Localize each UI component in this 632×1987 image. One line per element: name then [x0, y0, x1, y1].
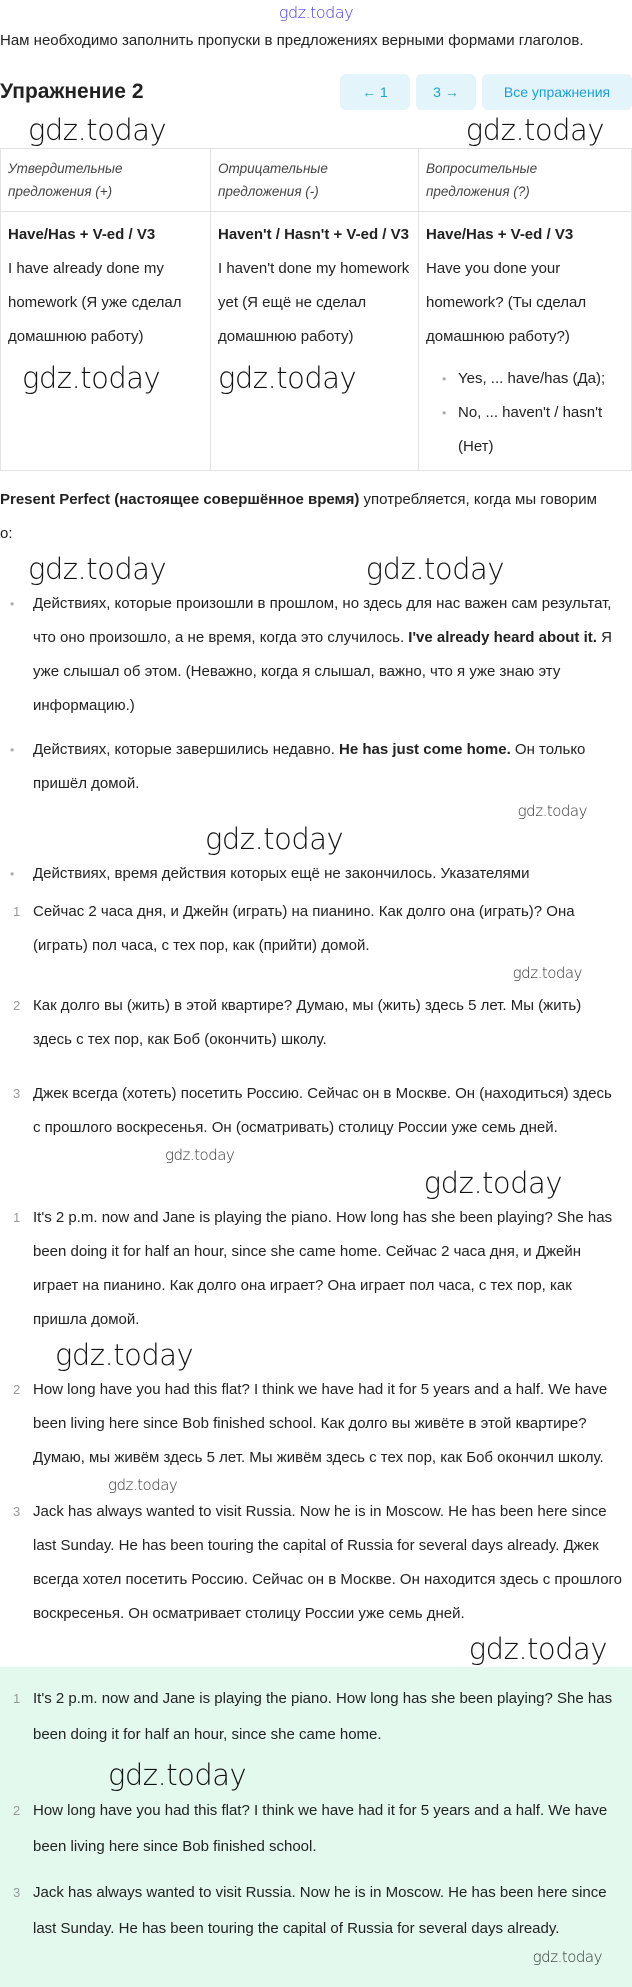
- item-number: 3: [13, 1504, 21, 1519]
- bullet-text: Действиях, которые произошли в прошлом, но здесь для нас важен сам результат, что оно произошло, а не время, когда это случилось.: [33, 595, 612, 646]
- example: I haven't done my homework yet (Я ещё не сделал домашнюю работу): [218, 260, 410, 345]
- watermark: gdz.today: [22, 361, 161, 395]
- watermark: gdz.today: [218, 361, 357, 395]
- watermark-row: [0, 551, 632, 587]
- bullet-text: Действиях, время действия которых ещё не закончилось. Указателями: [33, 865, 530, 882]
- watermark: gdz.today: [55, 1338, 194, 1372]
- table-cell: [419, 212, 632, 471]
- page-header: [0, 72, 632, 112]
- task-item: [0, 1077, 622, 1145]
- list-item: [0, 587, 627, 723]
- intro-text: Нам необходимо заполнить пропуски в предложениях верными формами глаголов.: [0, 32, 584, 49]
- translation-item: [0, 1201, 624, 1337]
- task-text: Как долго вы (жить) в этой квартире? Думаю, мы (жить) здесь 5 лет. Мы (жить) здесь с тех пор, как Боб (окончить) школу.: [33, 997, 582, 1048]
- item-number: 1: [13, 1210, 21, 1225]
- watermark: gdz.today: [278, 3, 354, 22]
- task-text: Джек всегда (хотеть) посетить Россию. Сейчас он в Москве. Он (находиться) здесь с прошлого воскресенья. Он (осматривать) столицу России уже семь дней.: [33, 1085, 612, 1136]
- example: Have you done your homework? (Ты сделал домашнюю работу?): [426, 260, 587, 345]
- table-header: Утвердительные предложения (+): [1, 149, 211, 212]
- watermark: gdz.today: [365, 552, 504, 586]
- watermark: gdz.today: [108, 1476, 178, 1494]
- bullet-example: He has just come home.: [339, 741, 511, 758]
- list-item: • No, ... haven't / hasn't (Нет): [438, 396, 624, 464]
- all-exercises-button[interactable]: Все упражнения: [482, 74, 632, 110]
- watermark: gdz.today: [517, 802, 587, 820]
- watermark: gdz.today: [423, 1166, 562, 1200]
- bullet-example: I've already heard about it.: [408, 629, 597, 646]
- item-number: 3: [13, 1086, 21, 1101]
- watermark: gdz.today: [532, 1948, 602, 1966]
- grammar-table: [0, 148, 632, 471]
- answer-text: It's 2 p.m. now and Jane is playing the piano. How long has she been playing? She has been doing it for half an hour, since she came home.: [33, 1690, 613, 1743]
- answer-text: How long have you had this flat? I think we have had it for 5 years and a half. We have been living here since Bob finished school.: [33, 1802, 608, 1855]
- watermark: gdz.today: [468, 1632, 607, 1666]
- theory-intro: [0, 483, 632, 551]
- list-item: • Yes, ... have/has (Да);: [438, 362, 624, 396]
- formula: Have/Has + V-ed / V3: [8, 226, 156, 243]
- table-cell: [211, 212, 419, 471]
- theory-text: употребляется, когда мы говорим о:: [0, 491, 597, 542]
- watermark: gdz.today: [108, 1758, 247, 1792]
- item-number: 3: [13, 1885, 21, 1900]
- translations-list: [0, 1201, 632, 1631]
- prev-exercise-button[interactable]: ← 1: [340, 74, 410, 110]
- item-number: 1: [13, 1691, 21, 1706]
- example: I have already done my homework (Я уже сделал домашнюю работу): [8, 260, 182, 345]
- page-title: Упражнение 2: [0, 80, 144, 103]
- task-item: [0, 989, 622, 1057]
- translation-text: It's 2 p.m. now and Jane is playing the piano. How long has she been playing? She has been doing it for half an hour, since she came home. Сейчас 2 часа дня, и Джейн играет на пианино. Как долго она играет? Она играет пол часа, с тех пор, как пришла домой.: [33, 1209, 613, 1328]
- table-cell: [1, 212, 211, 471]
- answer-item: [0, 1681, 622, 1753]
- task-text: Сейчас 2 часа дня, и Джейн (играть) на пианино. Как долго она (играть)? Она (играть) пол часа, с тех пор, как (прийти) домой.: [33, 903, 575, 954]
- list-item: [0, 733, 627, 801]
- translation-item: [0, 1373, 624, 1475]
- tasks-list: [0, 895, 632, 1145]
- watermark: gdz.today: [205, 822, 344, 856]
- list-item: [0, 857, 627, 891]
- task-item: [0, 895, 622, 963]
- bullet-text: Я уже слышал об этом. (Неважно, когда я слышал, важно, что я уже знаю эту информацию.): [33, 629, 612, 714]
- answer-item: [0, 1793, 622, 1865]
- watermark: gdz.today: [512, 964, 582, 982]
- item-number: 1: [13, 904, 21, 919]
- table-header: Отрицательные предложения (-): [211, 149, 419, 212]
- answer-item: [0, 1875, 622, 1947]
- watermark: gdz.today: [465, 113, 604, 147]
- watermark-row: [0, 112, 632, 148]
- item-number: 2: [13, 1803, 21, 1818]
- translation-text: How long have you had this flat? I think we have had it for 5 years and a half. We have been living here since Bob finished school. Как долго вы живёте в этой квартире? Думаю, мы живём здесь 5 лет. Мы живём здесь с тех пор, как Боб окончил школу.: [33, 1381, 608, 1466]
- translation-item: [0, 1495, 624, 1631]
- watermark: gdz.today: [28, 113, 167, 147]
- watermark: gdz.today: [165, 1146, 235, 1164]
- bullet-text: Действиях, которые завершились недавно.: [33, 741, 340, 758]
- theory-bullets: [0, 587, 632, 891]
- formula: Have/Has + V-ed / V3: [426, 226, 574, 243]
- watermark: gdz.today: [28, 552, 167, 586]
- table-header: Вопросительные предложения (?): [419, 149, 632, 212]
- theory-term: Present Perfect (настоящее совершённое время): [0, 491, 360, 508]
- answer-text: Jack has always wanted to visit Russia. Now he is in Moscow. He has been here since last Sunday. He has been touring the capital of Russia for several days already.: [33, 1884, 607, 1937]
- item-number: 2: [13, 1382, 21, 1397]
- next-exercise-button[interactable]: 3 →: [416, 74, 476, 110]
- formula: Haven't / Hasn't + V-ed / V3: [218, 226, 409, 243]
- item-number: 2: [13, 998, 21, 1013]
- translation-text: Jack has always wanted to visit Russia. Now he is in Moscow. He has been here since last Sunday. He has been touring the capital of Russia for several days already. Джек всегда хотел посетить Россию. Сейчас он в Москве. Он находится здесь с прошлого воскресенья. Он осматривает столицу России уже семь дней.: [33, 1503, 623, 1622]
- bullet-text: Он только пришёл домой.: [33, 741, 586, 792]
- answer-box: [0, 1667, 632, 1987]
